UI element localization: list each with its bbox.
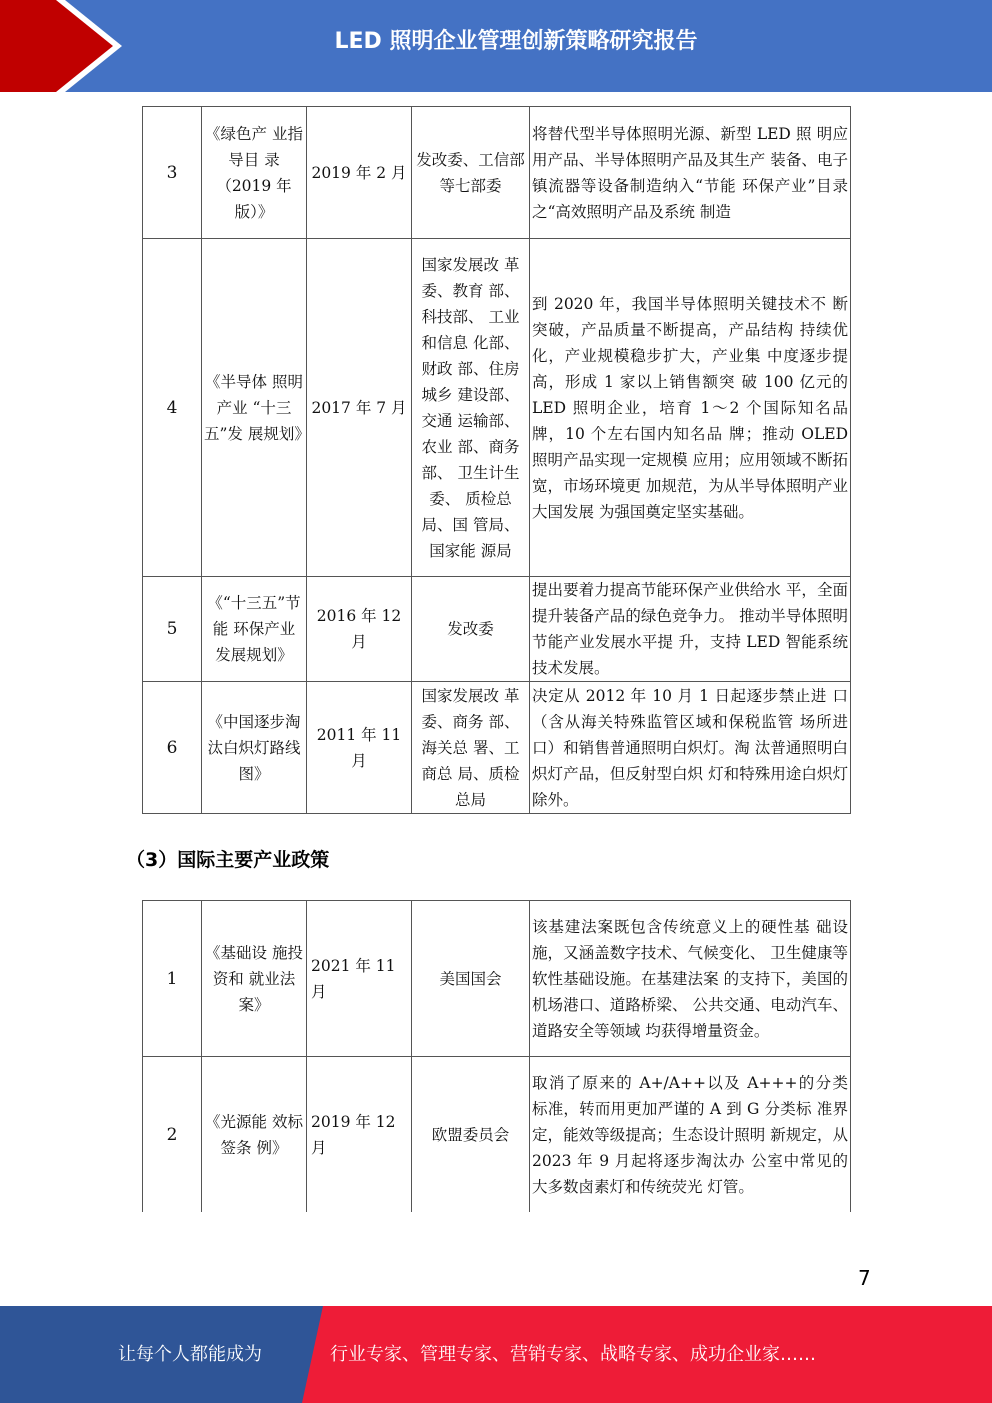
report-title: LED 照明企业管理创新策略研究报告 — [334, 29, 698, 54]
policy-name: 《基础设 施投资和 就业法案》 — [202, 901, 307, 1057]
row-number: 5 — [143, 577, 202, 682]
policy-description: 取消了原来的 A+/A++以及 A+++的分类 标准，转而用更加严谨的 A 到 G 分类标 准界定，能效等级提高；生态设计照明 新规定，从 2023 年 9 月起将逐步淘汰办 公室中常见的大多数卤素灯和传统荧光 灯管。 — [530, 1057, 851, 1213]
policy-name: 《绿色产 业指导目 录（2019 年版）》 — [202, 107, 307, 239]
policy-name: 《光源能 效标签条 例》 — [202, 1057, 307, 1213]
page-header-banner — [0, 0, 992, 92]
policy-description: 到 2020 年，我国半导体照明关键技术不 断突破，产品质量不断提高，产品结构 持续优化，产业规模稳步扩大，产业集 中度逐步提高，形成 1 家以上销售额突 破 100 亿元的 LED 照明企业，培育 1～2 个国际知名品牌，10 个左右国内知名品 牌；推动 OLED 照明产品实现一定规模 应用；应用领域不断拓宽，市场环境更 加规范，为从半导体照明产业大国发展 为强国奠定坚实基础。 — [530, 239, 851, 577]
issue-date: 2019 年 12 月 — [307, 1057, 412, 1213]
row-number: 1 — [143, 901, 202, 1057]
issuing-org: 发改委、工信部等七部委 — [412, 107, 530, 239]
policy-description: 提出要着力提高节能环保产业供给水 平，全面提升装备产品的绿色竞争力。 推动半导体照明节能产业发展水平提 升，支持 LED 智能系统技术发展。 — [530, 577, 851, 682]
page-footer-banner — [0, 1306, 992, 1403]
issuing-org: 国家发展改 革委、教育 部、科技部、 工业和信息 化部、财政 部、住房城乡 建设部、交通 运输部、农业 部、商务部、 卫生计生 委、 质检总局、国 管局、国家能 源局 — [412, 239, 530, 577]
issue-date: 2019 年 2 月 — [307, 107, 412, 239]
issue-date: 2021 年 11 月 — [307, 901, 412, 1057]
policy-name: 《半导体 照明产业 “十三五”发 展规划》 — [202, 239, 307, 577]
table-row — [143, 901, 851, 1057]
domestic-policy-table — [142, 106, 851, 814]
table-row — [143, 107, 851, 239]
footer-slogan-right: 行业专家、管理专家、营销专家、战略专家、成功企业家…… — [330, 1344, 816, 1365]
footer-slogan-left: 让每个人都能成为 — [118, 1344, 262, 1365]
issue-date: 2011 年 11 月 — [307, 682, 412, 814]
issue-date: 2017 年 7 月 — [307, 239, 412, 577]
table-row — [143, 239, 851, 577]
table-row — [143, 1057, 851, 1213]
section-heading: （3）国际主要产业政策 — [126, 849, 330, 871]
row-number: 2 — [143, 1057, 202, 1213]
row-number: 6 — [143, 682, 202, 814]
policy-description: 将替代型半导体照明光源、新型 LED 照 明应用产品、半导体照明产品及其生产 装备、电子镇流器等设备制造纳入“节能 环保产业”目录之“高效照明产品及系统 制造 — [530, 107, 851, 239]
issuing-org: 欧盟委员会 — [412, 1057, 530, 1213]
policy-name: 《“十三五”节能 环保产业 发展规划》 — [202, 577, 307, 682]
table-row — [143, 682, 851, 814]
international-policy-table — [142, 900, 851, 1212]
issue-date: 2016 年 12 月 — [307, 577, 412, 682]
row-number: 3 — [143, 107, 202, 239]
row-number: 4 — [143, 239, 202, 577]
issuing-org: 国家发展改 革委、商务 部、海关总 署、工商总 局、质检总局 — [412, 682, 530, 814]
issuing-org: 美国国会 — [412, 901, 530, 1057]
issuing-org: 发改委 — [412, 577, 530, 682]
policy-name: 《中国逐步淘汰白炽灯路线图》 — [202, 682, 307, 814]
policy-description: 决定从 2012 年 10 月 1 日起逐步禁止进 口（含从海关特殊监管区域和保税监管 场所进口）和销售普通照明白炽灯。淘 汰普通照明白炽灯产品，但反射型白炽 灯和特殊用途白炽灯除外。 — [530, 682, 851, 814]
page-number: 7 — [858, 1266, 871, 1290]
policy-description: 该基建法案既包含传统意义上的硬性基 础设施，又涵盖数字技术、气候变化、 卫生健康等软性基础设施。在基建法案 的支持下，美国的机场港口、道路桥梁、 公共交通、电动汽车、道路安全等领域 均获得增量资金。 — [530, 901, 851, 1057]
table-row — [143, 577, 851, 682]
